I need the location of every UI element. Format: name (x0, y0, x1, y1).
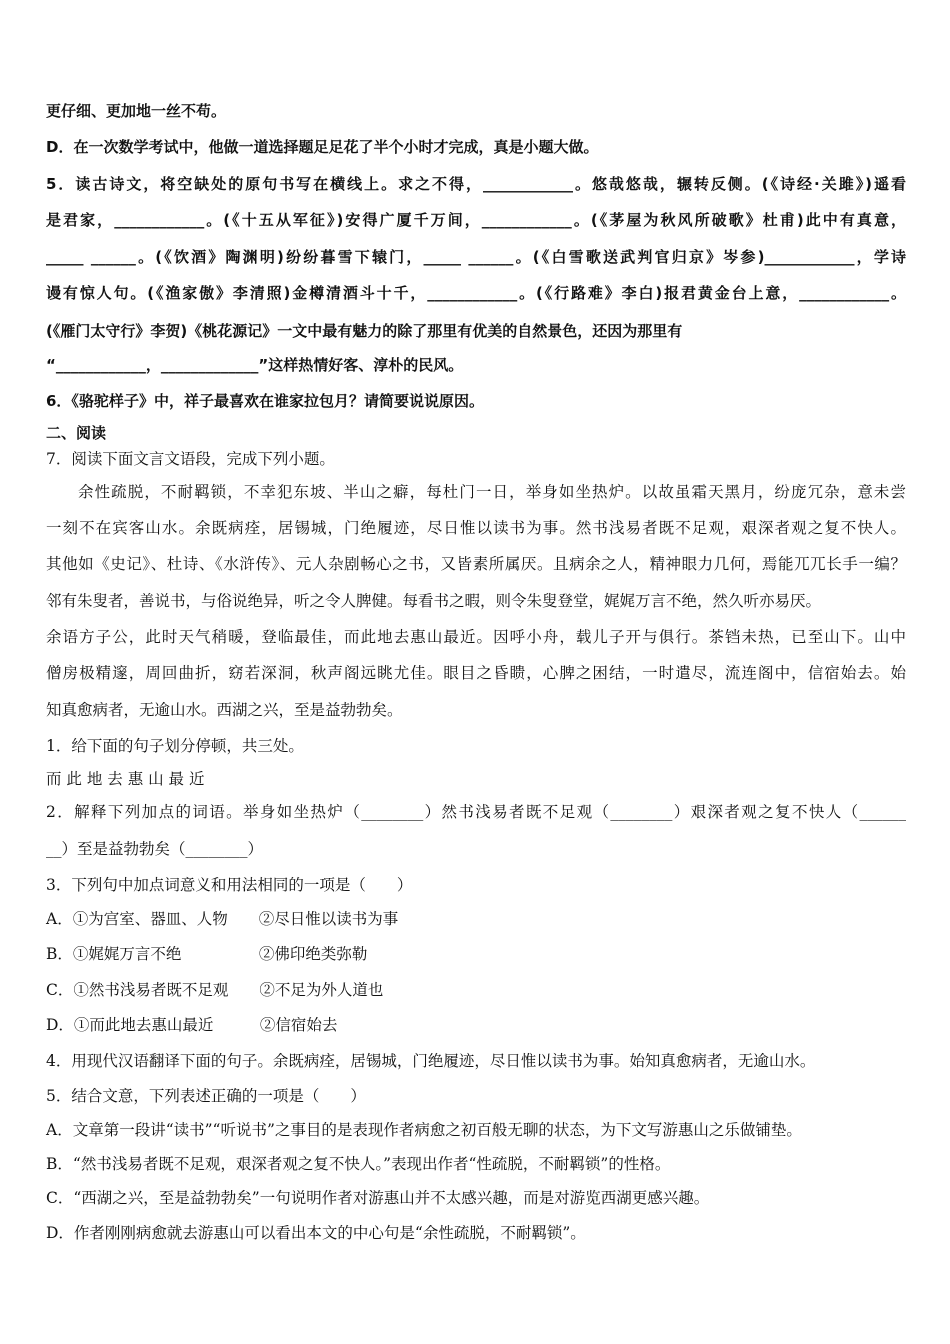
text-line: 余语方子公，此时天气稍暖，登临最佳，而此地去惠山最近。因呼小舟，载儿子开与俱行。茶铛未热，已至山下。山中 (46, 628, 906, 646)
text-line: 其他如《史记》、杜诗、《水浒传》、元人杂剧畅心之书，又皆素所属厌。且病余之人，精神眼力几何，焉能兀兀长手一编？ (46, 555, 906, 573)
text-line: __）至是益勃勃矣（________） (46, 840, 264, 858)
text-line: D．作者刚刚病愈就去游惠山可以看出本文的中心句是“余性疏脱，不耐羁锁”。 (46, 1224, 586, 1242)
text-line: 5．读古诗文，将空缺处的原句书写在横线上。求之不得，____________。悠哉悠哉，辗转反侧。(《诗经·关雎》)遥看 (46, 175, 906, 193)
text-line: A．①为宫室、器皿、人物 ②尽日惟以读书为事 (46, 910, 399, 928)
text-line: C．①然书浅易者既不足观 ②不足为外人道也 (46, 981, 384, 999)
text-line: B．①娓娓万言不绝 ②佛印绝类弥勒 (46, 945, 368, 963)
text-line: B．“然书浅易者既不足观，艰深者观之复不快人。”表现出作者“性疏脱，不耐羁锁”的性格。 (46, 1155, 671, 1173)
text-line: 5．结合文意，下列表述正确的一项是（ ） (46, 1087, 366, 1105)
text-line: “____________，_____________”这样热情好客、淳朴的民风。 (46, 356, 464, 374)
text-line: 谩有惊人句。(《渔家傲》李清照)金樽清酒斗十千，____________。(《行路难》李白)报君黄金台上意，____________。 (46, 284, 906, 302)
text-line: _____ ______。(《饮酒》陶渊明)纷纷暮雪下辕门，_____ ______。(《白雪歌送武判官归京》岑参)____________，学诗 (46, 248, 906, 266)
text-line: 知真愈病者，无逾山水。西湖之兴，至是益勃勃矣。 (46, 701, 403, 719)
text-line: 是君家，____________。(《十五从军征》)安得广厦千万间，____________。(《茅屋为秋风所破歌》杜甫)此中有真意， (46, 211, 906, 229)
text-line: 二、阅读 (46, 424, 107, 442)
text-line: A．文章第一段讲“读书”“听说书”之事目的是表现作者病愈之初百般无聊的状态，为下文写游惠山之乐做铺垫。 (46, 1121, 802, 1139)
text-line: 僧房极精邃，周回曲折，窈若深洞，秋声阁远眺尤佳。眼目之昏瞆，心脾之困结，一时遣尽，流连阁中，信宿始去。始 (46, 664, 906, 682)
text-line: 1．给下面的句子划分停顿，共三处。 (46, 737, 304, 755)
text-line: D．①而此地去惠山最近 ②信宿始去 (46, 1016, 338, 1034)
text-line: 2．解释下列加点的词语。举身如坐热炉（________）然书浅易者既不足观（________）艰深者观之复不快人（______ (46, 803, 906, 821)
text-line: 而 此 地 去 惠 山 最 近 (46, 770, 205, 788)
text-line: (《雁门太守行》李贺)《桃花源记》一文中最有魅力的除了那里有优美的自然景色，还因为那里有 (46, 322, 683, 340)
text-line: 一刻不在宾客山水。余既病痊，居锡城，门绝履迹，尽日惟以读书为事。然书浅易者既不足观，艰深者观之复不快人。 (46, 519, 906, 537)
text-line: 邻有朱叟者，善说书，与俗说绝异，听之令人脾健。每看书之暇，则令朱叟登堂，娓娓万言不绝，然久听亦易厌。 (46, 592, 822, 610)
text-line: 7．阅读下面文言文语段，完成下列小题。 (46, 450, 335, 468)
text-line: 3．下列句中加点词意义和用法相同的一项是（ ） (46, 876, 413, 894)
text-line: C．“西湖之兴，至是益勃勃矣”一句说明作者对游惠山并不太感兴趣，而是对游览西湖更感兴趣。 (46, 1189, 710, 1207)
text-line: 4．用现代汉语翻译下面的句子。余既病痊，居锡城，门绝履迹，尽日惟以读书为事。始知真愈病者，无逾山水。 (46, 1052, 816, 1070)
text-line: D．在一次数学考试中，他做一道选择题足足花了半个小时才完成，真是小题大做。 (46, 138, 599, 156)
text-line: 更仔细、更加地一丝不苟。 (46, 102, 227, 120)
text-line: 余性疏脱，不耐羁锁，不幸犯东坡、半山之癖，每杜门一日，举身如坐热炉。以故虽霜天黑月，纷庞冗杂，意未尝 (78, 483, 906, 501)
text-line: 6．《骆驼样子》中，祥子最喜欢在谁家拉包月？请简要说说原因。 (46, 392, 484, 410)
